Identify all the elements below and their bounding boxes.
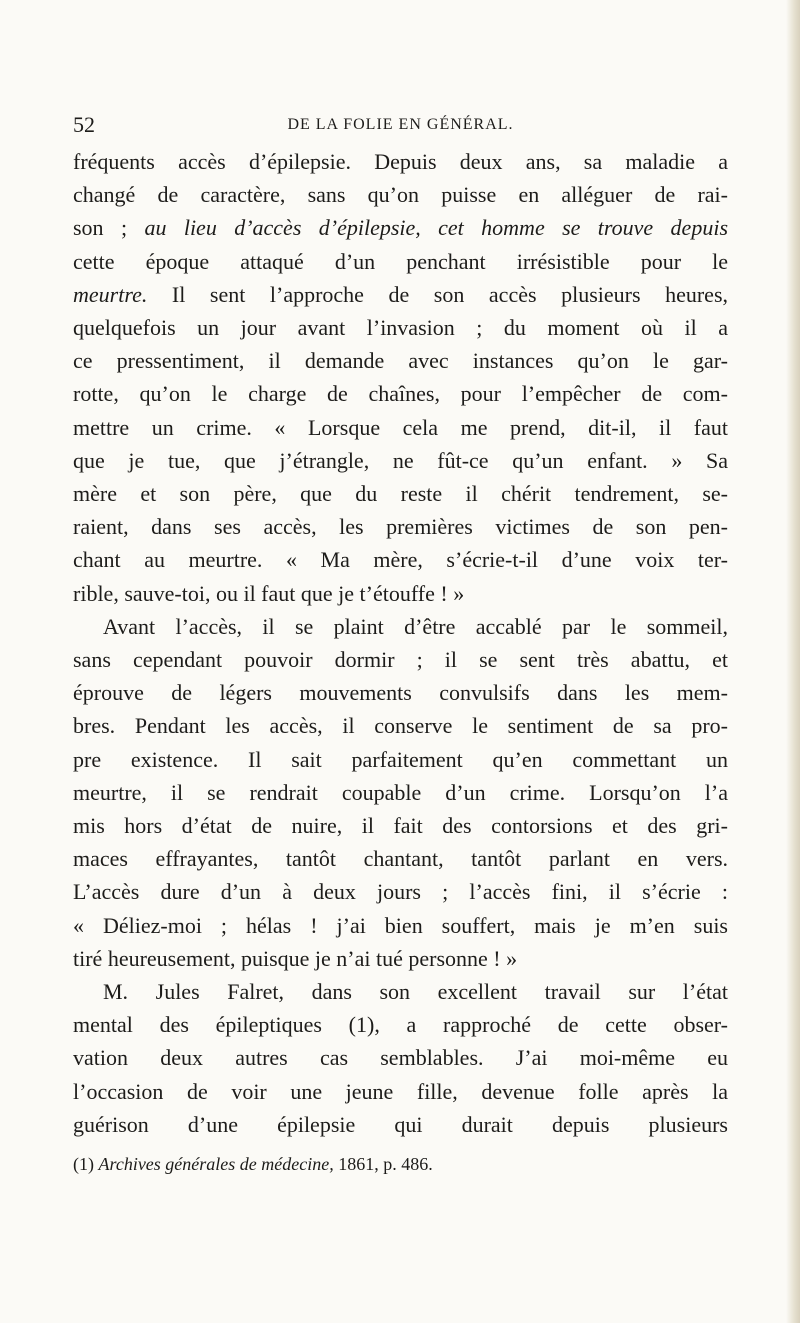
text-line: tiré heureusement, puisque je n’ai tué personne ! »	[73, 945, 518, 971]
footnote-details: 1861, p. 486.	[338, 1154, 433, 1175]
text-line: M. Jules Falret, dans son excellent travail sur l’état	[103, 979, 728, 1005]
text-line: mettre un crime. « Lorsque cela me prend, dit-il, il faut	[73, 414, 728, 440]
text-line: vation deux autres cas semblables. J’ai moi-même eu	[73, 1045, 728, 1071]
text-line: maces effrayantes, tantôt chantant, tantôt parlant en vers.	[73, 846, 728, 872]
text-line: que je tue, que j’étrangle, ne fût-ce qu’un enfant. » Sa	[73, 447, 728, 473]
text-line: ce pressentiment, il demande avec instances qu’on le gar-	[73, 348, 728, 374]
footnote	[73, 1152, 728, 1176]
text-line: L’accès dure d’un à deux jours ; l’accès fini, il s’écrie :	[73, 879, 728, 905]
text-line: « Déliez-moi ; hélas ! j’ai bien souffert, mais je m’en suis	[73, 912, 728, 938]
text-line: bres. Pendant les accès, il conserve le sentiment de sa pro-	[73, 713, 728, 739]
text-line-mixed	[73, 211, 728, 244]
text-line: rible, sauve-toi, ou il faut que je t’étouffe ! »	[73, 580, 465, 606]
footnote-marker: (1)	[73, 1154, 94, 1175]
text-line: chant au meurtre. « Ma mère, s’écrie-t-il d’une voix ter-	[73, 547, 728, 573]
text-line: pre existence. Il sait parfaitement qu’en commettant un	[73, 746, 728, 772]
italic-phrase: meurtre.	[73, 281, 148, 307]
text-line: guérison d’une épilepsie qui durait depuis plusieurs	[73, 1111, 728, 1137]
text-line: rotte, qu’on le charge de chaînes, pour l’empêcher de com-	[73, 381, 728, 407]
text-line: changé de caractère, sans qu’on puisse en alléguer de rai-	[73, 182, 728, 208]
text-line: mental des épileptiques (1), a rapproché de cette obser-	[73, 1012, 728, 1038]
text-line: éprouve de légers mouvements convulsifs dans les mem-	[73, 680, 728, 706]
body-text	[73, 145, 728, 1141]
book-page	[73, 108, 728, 1176]
italic-text-line: cette époque attaqué d’un penchant irrésistible pour le	[73, 248, 728, 274]
text-line: sans cependant pouvoir dormir ; il se sent très abattu, et	[73, 647, 728, 673]
page-edge-shadow	[786, 0, 800, 1323]
text-line: mère et son père, que du reste il chérit tendrement, se-	[73, 481, 728, 507]
text-line: l’occasion de voir une jeune fille, devenue folle après la	[73, 1078, 728, 1104]
page-number: 52	[73, 112, 95, 137]
text-line: meurtre, il se rendrait coupable d’un crime. Lorsqu’on l’a	[73, 779, 728, 805]
italic-phrase: au lieu d’accès d’épilepsie, cet homme se trouve depuis	[144, 215, 729, 241]
text-line: Avant l’accès, il se plaint d’être accablé par le sommeil,	[103, 613, 728, 639]
running-title: DE LA FOLIE EN GÉNÉRAL.	[287, 116, 514, 133]
text-line: quelquefois un jour avant l’invasion ; du moment où il a	[73, 315, 728, 341]
footnote-source: Archives générales de médecine,	[98, 1154, 334, 1175]
text-line-segment: son ;	[73, 215, 128, 241]
text-line-mixed	[73, 278, 728, 311]
text-line: raient, dans ses accès, les premières victimes de son pen-	[73, 514, 728, 540]
text-line: mis hors d’état de nuire, il fait des contorsions et des gri-	[73, 813, 728, 839]
text-line-segment: Il sent l’approche de son accès plusieurs heures,	[171, 281, 728, 307]
running-head	[73, 108, 728, 142]
text-line: fréquents accès d’épilepsie. Depuis deux ans, sa maladie a	[73, 149, 728, 174]
